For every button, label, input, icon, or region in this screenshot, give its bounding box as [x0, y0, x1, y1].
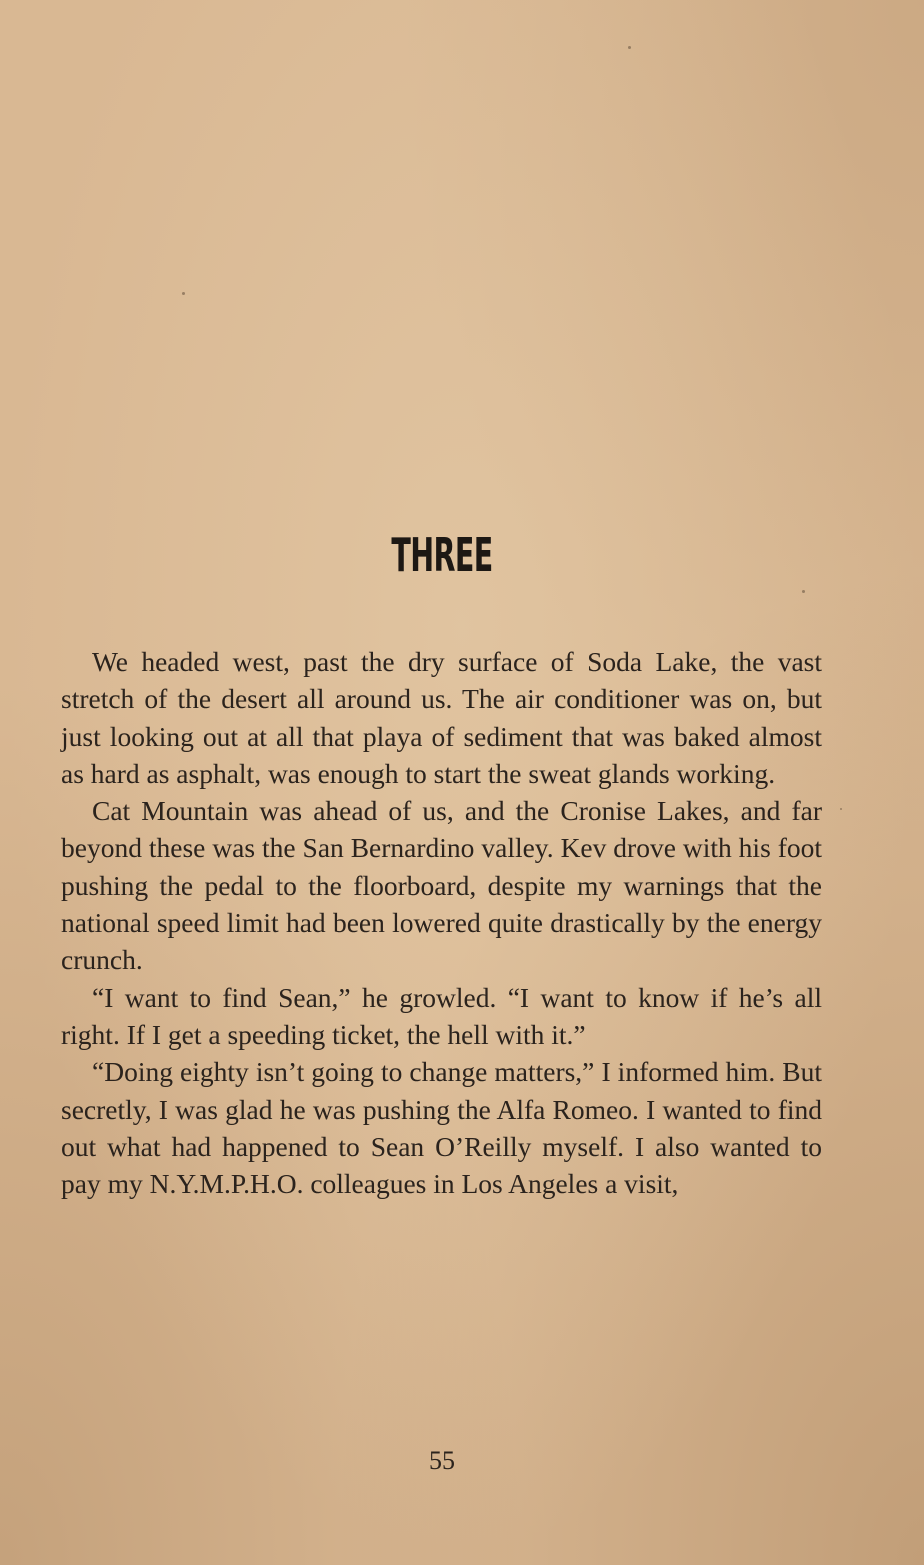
paragraph: “Doing eighty isn’t going to change matters,” I informed him. But secretly, I was glad he was pushing the Alfa Romeo. I wanted to find out what had happened to Sean O’Reilly myself. I also wanted to pay my N.Y.M.P.H.O. colleagues in Los Angeles a visit,	[61, 1056, 822, 1200]
paragraph: Cat Mountain was ahead of us, and the Cronise Lakes, and far beyond these was the San Bernardino valley. Kev drove with his foot pushing the pedal to the floorboard, despite my warnings that the national speed limit had been lowered quite drastically by the energy crunch.	[61, 795, 822, 976]
page-number: 55	[429, 1446, 455, 1475]
paragraph: We headed west, past the dry surface of Soda Lake, the vast stretch of the desert all around us. The air conditioner was on, but just looking out at all that playa of sediment that was baked almost as hard as asphalt, was enough to start the sweat glands working.	[61, 646, 822, 789]
paper-speck	[802, 590, 805, 593]
paragraph: “I want to find Sean,” he growled. “I want to know if he’s all right. If I get a speeding ticket, the hell with it.”	[61, 981, 822, 1050]
chapter-title: THREE	[391, 528, 493, 582]
paper-speck	[628, 46, 631, 49]
paper-speck	[840, 808, 842, 810]
body-text	[61, 643, 822, 1202]
paper-speck	[182, 292, 185, 295]
